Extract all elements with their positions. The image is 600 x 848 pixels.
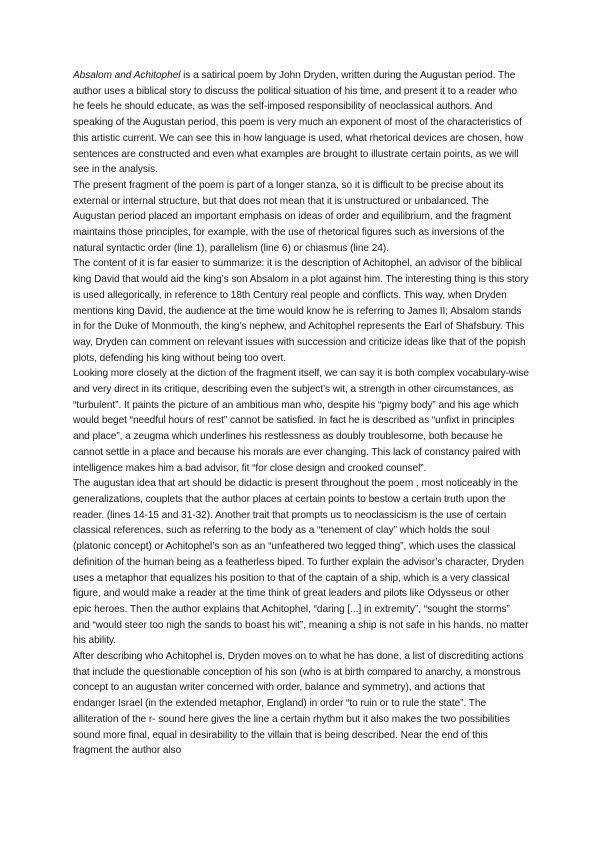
paragraph-4: Looking more closely at the diction of the fragment itself, we can say it is both complex vocabulary-wise and very direct in its critique, describing even the subject’s wit, a strength in other circumstances, as “turbulent”. It paints the picture of an ambitious man who, despite his “pigmy body” and his age which would beget “needful hours of rest” cannot be satisfied. In fact he is described as “unfixt in principles and place”, a zeugma which underlines his restlessness as doubly troublesome, both because he cannot settle in a place and because his morals are ever changing. This lack of constancy paired with intelligence makes him a bad advisor, fit “for close design and crooked counsel”.: [73, 368, 529, 474]
paragraph-3: The content of it is far easier to summarize: it is the description of Achitophel, an advisor of the biblical king David that would aid the king’s son Absalom in a plot against him. The interesting thing is this story is used allegorically, in reference to 18th Century real people and conflicts. This way, when Dryden mentions king David, the audience at the time would know he is referring to James II; Absalom stands in for the Duke of Monmouth, the king’s nephew, and Achitophel represents the Earl of Shafsbury. This way, Dryden can comment on relevant issues with succession and criticize ideas like that of the popish plots, defending his king without being too overt.: [73, 258, 529, 364]
paragraph-5: The augustan idea that art should be didactic is present throughout the poem , most noticeably in the generalizations, couplets that the author places at certain points to bestow a certain truth upon the reader. (lines 14-15 and 31-32). Another trait that prompts us to neoclassicism is the use of certain classical references, such as referring to the body as a “tenement of clay” which holds the soul (platonic concept) or Achitophel’s son as an “unfeathered two legged thing”, which uses the classical definition of the human being as a featherless biped. To further explain the advisor’s character, Dryden uses a metaphor that equalizes his position to that of the captain of a ship, which is a very classical figure, and would make a reader at the time think of great leaders and pilots like Odysseus or other epic heroes. Then the author explains that Achitophel, “daring [...] in extremity”, “sought the storms” and “would steer too nigh the sands to boast his wit”, meaning a ship is not safe in his hands, no matter his ability.: [73, 478, 529, 647]
essay-body: [73, 68, 529, 759]
paragraph-1: [73, 68, 529, 178]
paragraph-2: The present fragment of the poem is part of a longer stanza, so it is difficult to be precise about its external or internal structure, but that does not mean that it is unstructured or unbalanced. The Augustan period placed an important emphasis on ideas of order and equilibrium, and the fragment maintains those principles, for example, with the use of rhetorical figures such as inversions of the natural syntactic order (line 1), parallelism (line 6) or chiasmus (line 24).: [73, 179, 511, 254]
paragraph-6: After describing who Achitophel is, Dryden moves on to what he has done, a list of discrediting actions that include the questionable conception of his son (who is at birth compared to anarchy, a monstrous concept to an augustan writer concerned with order, balance and symmetry), and actions that endanger Israel (in the extended metaphor, England) in order “to ruin or to rule the state”. The alliteration of the r- sound here gives the line a certain rhythm but it also makes the two possibilities sound more final, equal in desirability to the villain that is being described. Near the end of this fragment the author also: [73, 651, 524, 757]
poem-title: Absalom and Achitophel: [73, 70, 181, 81]
paragraph-1-text: is a satirical poem by John Dryden, written during the Augustan period. The author uses a biblical story to discuss the political situation of his time, and present it to a reader who he feels he should educate, as was the self-imposed responsibility of neoclassical authors. And speaking of the Augustan period, this poem is very much an exponent of most of the characteristics of this artistic current. We can see this in how language is used, what rhetorical devices are chosen, how sentences are constructed and even what examples are brought to illustrate certain points, as we will see in the analysis.: [73, 70, 524, 176]
